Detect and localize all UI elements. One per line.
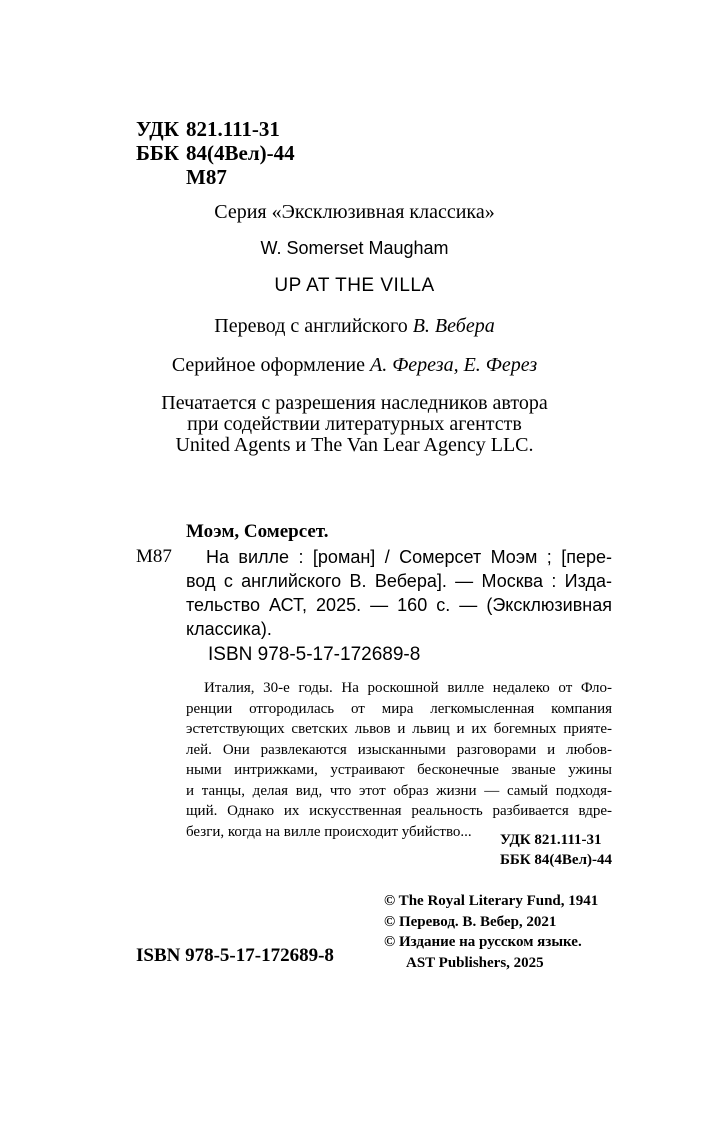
annotation-line: ренции отгородилась от мира легкомысленная компания: [186, 700, 612, 717]
annotation-line: эстетствующих светских львов и львиц и их богемных прияте-: [186, 721, 612, 737]
permission-line: United Agents и The Van Lear Agency LLC.: [175, 434, 534, 456]
annotation-udk: УДК 821.111-31: [499, 832, 602, 848]
bib-line: классика).: [186, 619, 272, 639]
copyright-line: © The Royal Literary Fund, 1941: [384, 893, 599, 909]
bib-line: тельство АСТ, 2025. — 160 с. — (Эксклюзивная: [186, 595, 612, 615]
design-prefix: Серийное оформление: [171, 354, 365, 376]
copyright-line: AST Publishers, 2025: [406, 954, 544, 971]
series-line: Серия «Эксклюзивная классика»: [214, 201, 495, 223]
permission-line: Печатается с разрешения наследников автора: [161, 392, 548, 414]
translator-name: В. Вебера: [412, 315, 495, 337]
bbk-value: 84(4Вел)-44: [186, 141, 295, 165]
annotation-bbk: ББК 84(4Вел)-44: [499, 852, 612, 868]
permission-block: [0, 393, 709, 456]
annotation-line: лей. Они развлекаются изысканными разговорами и любов-: [186, 741, 612, 758]
udk-value: 821.111-31: [186, 117, 280, 141]
bib-description: [186, 545, 612, 641]
udk-row: [136, 117, 336, 141]
bbk-label: ББК: [136, 141, 179, 165]
annotation-line: ными интрижками, устраивают бесконечные званые ужины: [186, 762, 612, 778]
designer-names: А. Фереза, Е. Ферез: [369, 354, 538, 376]
permission-line: при содействии литературных агентств: [187, 413, 522, 435]
annotation: [186, 678, 612, 842]
bbk-row: [136, 141, 336, 165]
annotation-line: Италия, 30-е годы. На роскошной вилле недалеко от Фло-: [204, 680, 612, 696]
footer-isbn: ISBN 978-5-17-172689-8: [136, 945, 334, 966]
bib-isbn: ISBN 978-5-17-172689-8: [208, 644, 421, 665]
bib-code: М87: [136, 546, 172, 567]
original-title: UP AT THE VILLA: [274, 275, 435, 296]
annotation-line: безги, когда на вилле происходит убийство...: [186, 823, 472, 840]
copyright-block: [384, 891, 598, 973]
bib-line: На вилле : [роман] / Сомерсет Моэм ; [пере-: [206, 547, 612, 567]
annotation-line: и танцы, делая вид, что этот образ жизни — самый подходя-: [186, 782, 612, 799]
design-line: [0, 352, 709, 378]
annotation-line: щий. Однако их искусственная реальность разбивается вдре-: [186, 803, 612, 819]
author-mark: М87: [186, 165, 227, 189]
translation-prefix: Перевод с английского: [214, 315, 408, 337]
translation-line: [0, 313, 709, 339]
bib-author-heading: Моэм, Сомерсет.: [186, 521, 329, 542]
annotation-codes: [500, 830, 612, 870]
udk-label: УДК: [136, 117, 179, 141]
copyright-line: © Издание на русском языке.: [384, 934, 582, 950]
bib-line: вод с английского В. Вебера]. — Москва : Изда-: [186, 571, 612, 591]
original-author: W. Somerset Maugham: [260, 238, 449, 258]
copyright-line: © Перевод. В. Вебер, 2021: [384, 913, 557, 930]
